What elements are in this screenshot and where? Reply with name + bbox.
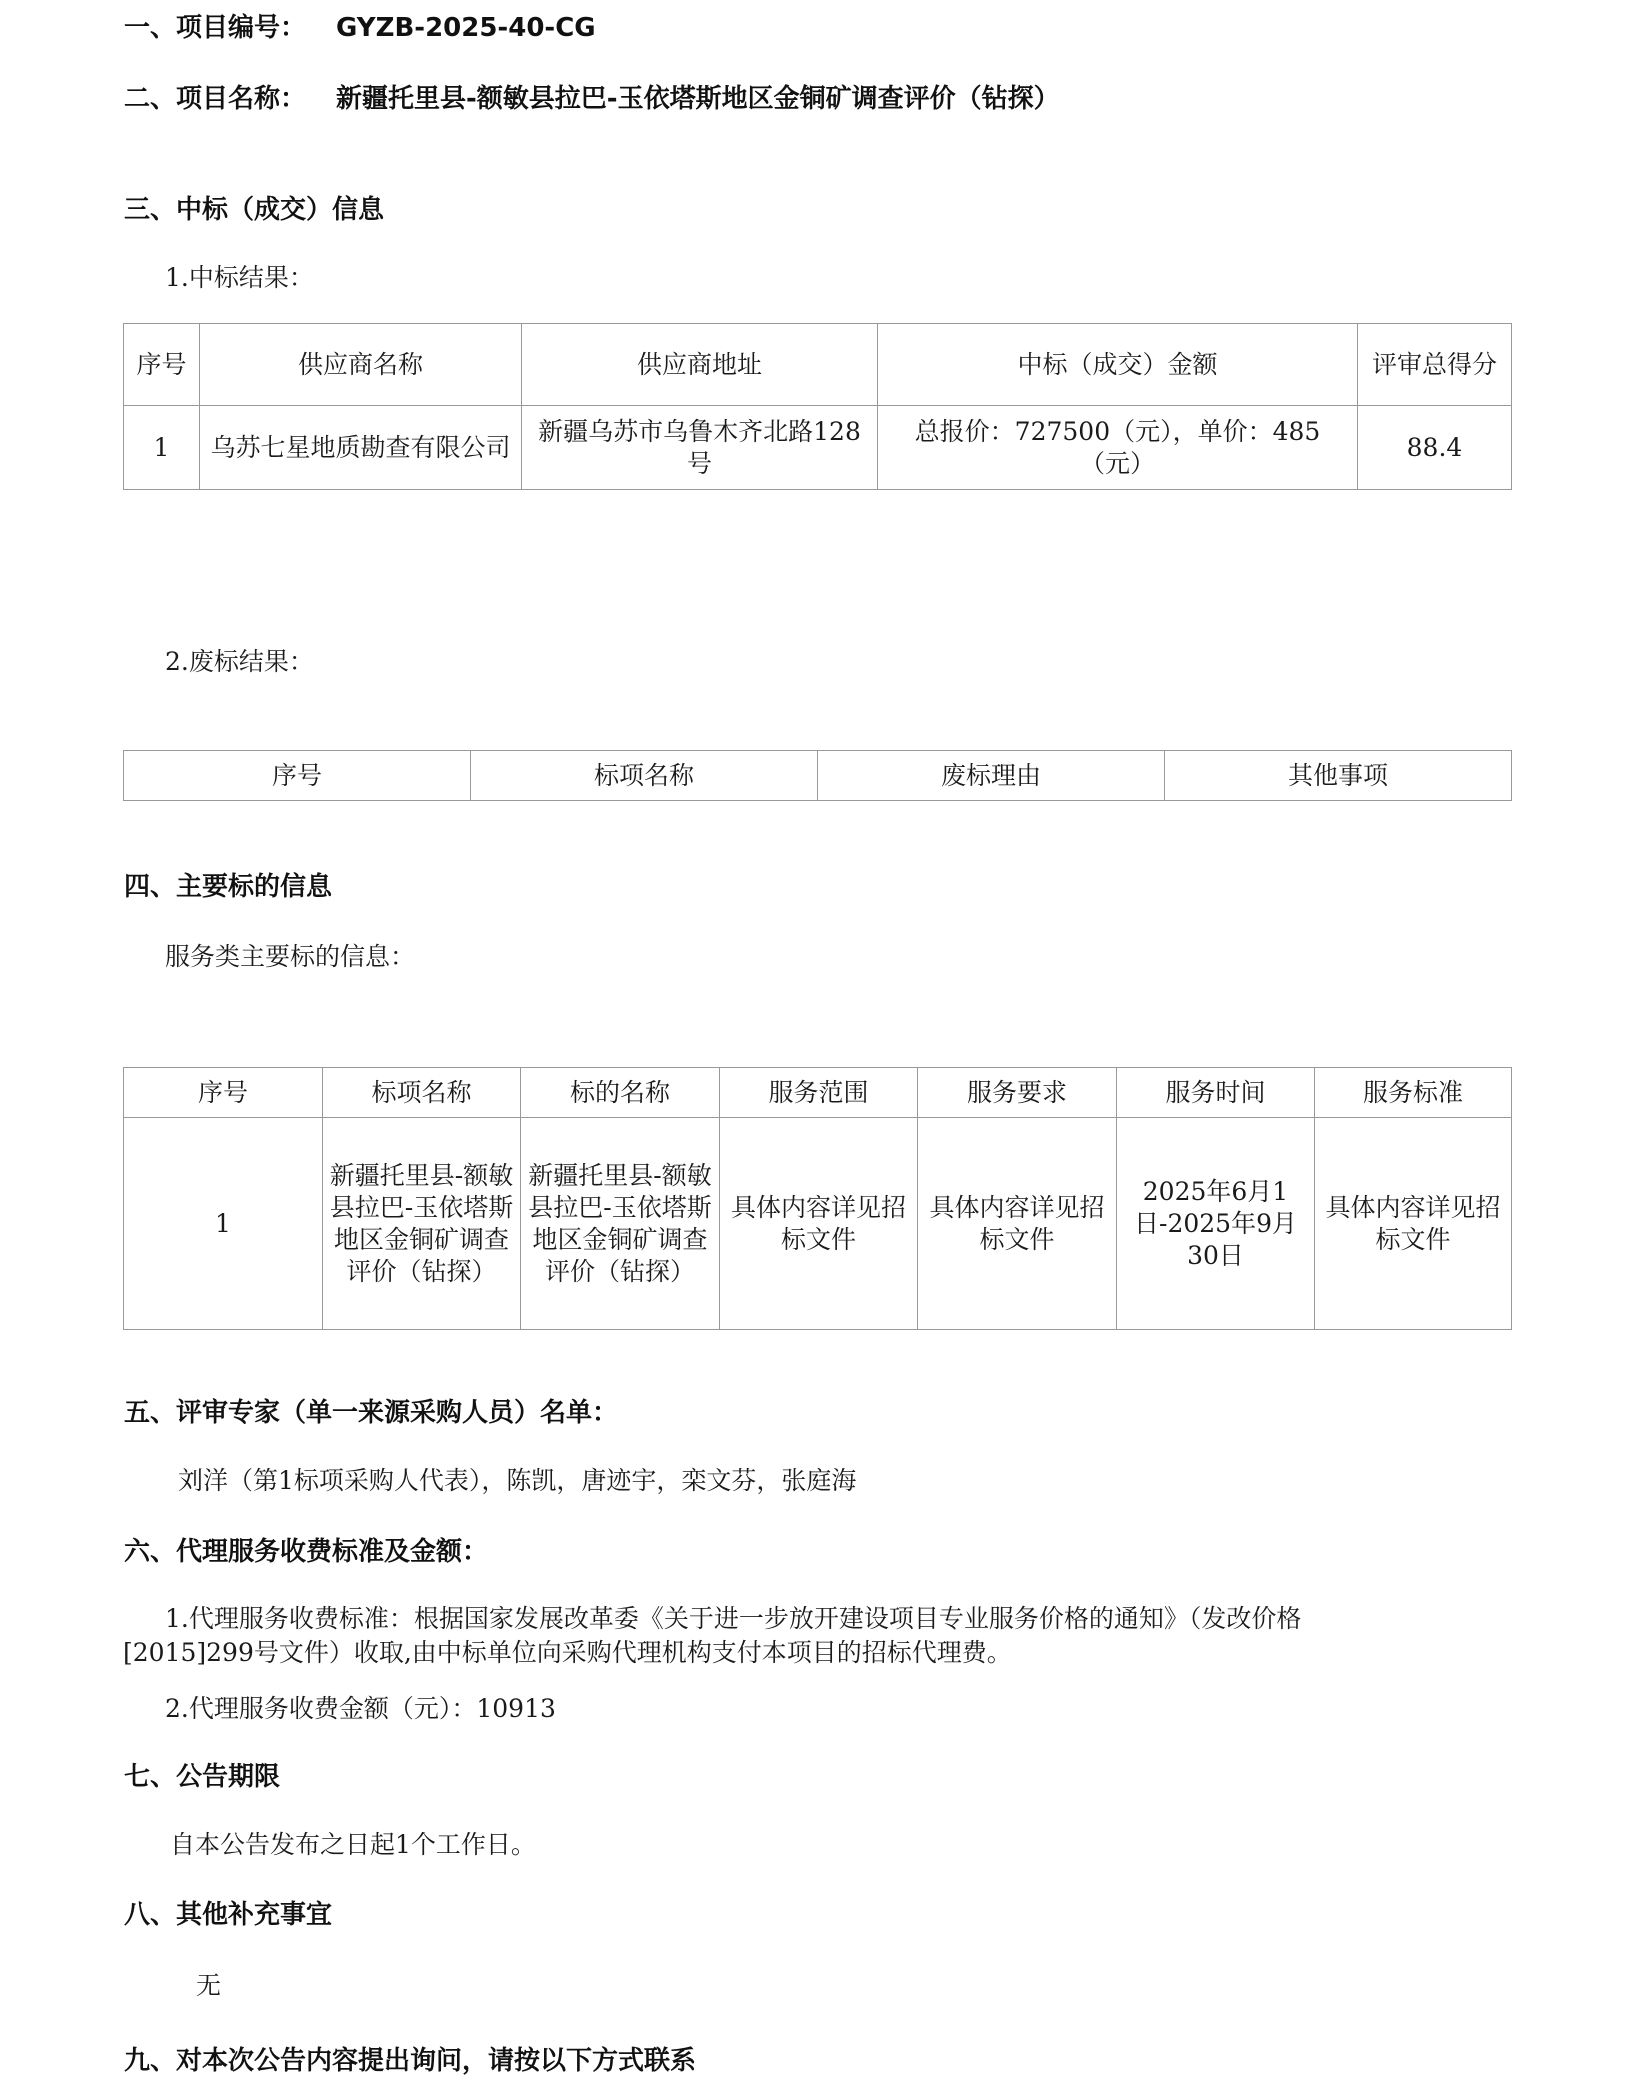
failed-bid-table <box>123 750 1512 801</box>
table-cell: 乌苏七星地质勘查有限公司 <box>200 406 522 490</box>
project-name-value: 新疆托里县-额敏县拉巴-玉依塔斯地区金铜矿调查评价（钻探） <box>336 84 1060 114</box>
header-cell: 标项名称 <box>471 751 818 801</box>
header-cell: 废标理由 <box>818 751 1165 801</box>
header-cell: 服务时间 <box>1117 1068 1315 1118</box>
award-result-label: 1.中标结果： <box>165 263 314 292</box>
header-cell: 标的名称 <box>521 1068 720 1118</box>
table-header-row <box>124 751 1512 801</box>
header-cell: 供应商名称 <box>200 324 522 406</box>
header-cell: 序号 <box>124 751 471 801</box>
table-cell: 具体内容详见招标文件 <box>1315 1118 1512 1330</box>
award-result-table <box>123 323 1512 490</box>
main-subject-table <box>123 1067 1512 1330</box>
header-cell: 供应商地址 <box>522 324 878 406</box>
other-matters-text: 无 <box>196 1971 222 2000</box>
table-cell: 具体内容详见招标文件 <box>918 1118 1117 1330</box>
other-matters-heading: 八、其他补充事宜 <box>124 1900 333 1930</box>
project-number-value: GYZB-2025-40-CG <box>336 13 596 43</box>
table-header-row <box>124 324 1512 406</box>
failed-bid-label: 2.废标结果： <box>165 647 314 676</box>
fee-amount-text: 2.代理服务收费金额（元）：10913 <box>165 1694 556 1723</box>
service-subject-label: 服务类主要标的信息： <box>165 942 416 971</box>
table-cell: 新疆托里县-额敏县拉巴-玉依塔斯地区金铜矿调查评价（钻探） <box>323 1118 521 1330</box>
agency-fee-heading: 六、代理服务收费标准及金额： <box>124 1537 489 1567</box>
fee-standard-line2: [2015]299号文件）收取,由中标单位向采购代理机构支付本项目的招标代理费。 <box>123 1638 1012 1667</box>
table-cell: 88.4 <box>1358 406 1512 490</box>
header-cell: 服务标准 <box>1315 1068 1512 1118</box>
table-cell: 总报价：727500（元），单价：485（元） <box>878 406 1358 490</box>
header-cell: 评审总得分 <box>1358 324 1512 406</box>
header-cell: 标项名称 <box>323 1068 521 1118</box>
table-cell: 新疆托里县-额敏县拉巴-玉依塔斯地区金铜矿调查评价（钻探） <box>521 1118 720 1330</box>
project-name-heading <box>124 83 1060 115</box>
table-row <box>124 1118 1512 1330</box>
expert-list-heading: 五、评审专家（单一来源采购人员）名单： <box>124 1398 619 1428</box>
project-number-heading <box>124 12 596 44</box>
notice-period-heading: 七、公告期限 <box>124 1762 281 1792</box>
table-cell: 2025年6月1日-2025年9月30日 <box>1117 1118 1315 1330</box>
table-cell: 1 <box>124 406 200 490</box>
table-cell: 1 <box>124 1118 323 1330</box>
header-cell: 服务要求 <box>918 1068 1117 1118</box>
contact-heading: 九、对本次公告内容提出询问，请按以下方式联系 <box>124 2046 697 2076</box>
header-cell: 服务范围 <box>720 1068 918 1118</box>
award-info-heading: 三、中标（成交）信息 <box>124 195 385 225</box>
section-title: 二、项目名称： <box>124 84 307 114</box>
table-header-row <box>124 1068 1512 1118</box>
header-cell: 其他事项 <box>1165 751 1512 801</box>
header-cell: 序号 <box>124 1068 323 1118</box>
header-cell: 中标（成交）金额 <box>878 324 1358 406</box>
section-title: 一、项目编号： <box>124 13 307 43</box>
table-row <box>124 406 1512 490</box>
header-cell: 序号 <box>124 324 200 406</box>
table-cell: 新疆乌苏市乌鲁木齐北路128号 <box>522 406 878 490</box>
table-cell: 具体内容详见招标文件 <box>720 1118 918 1330</box>
fee-standard-line1: 1.代理服务收费标准：根据国家发展改革委《关于进一步放开建设项目专业服务价格的通知》（发改价格 <box>165 1604 1302 1633</box>
expert-list-text: 刘洋（第1标项采购人代表），陈凯，唐迹宇，栾文芬，张庭海 <box>178 1466 857 1495</box>
main-subject-heading: 四、主要标的信息 <box>124 872 333 902</box>
notice-period-text: 自本公告发布之日起1个工作日。 <box>170 1830 536 1859</box>
